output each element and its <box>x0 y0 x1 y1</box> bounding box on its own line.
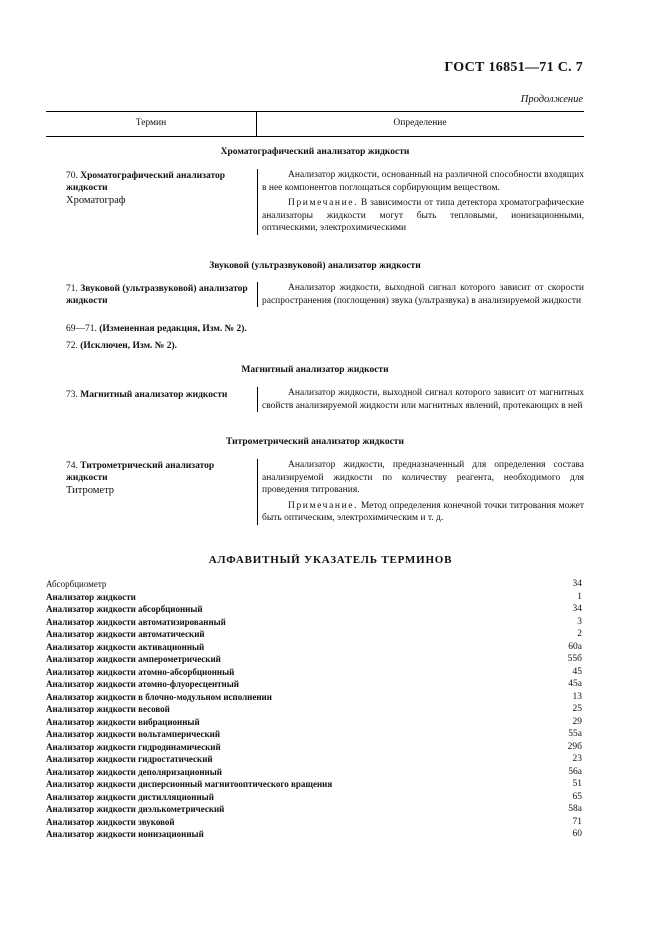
index-term: Анализатор жидкости атомно-флуоресцентный <box>46 679 239 689</box>
index-term: Анализатор жидкости звуковой <box>46 816 175 827</box>
index-entry <box>46 629 582 642</box>
index-page-ref: 34 <box>572 579 582 589</box>
term-synonym: Титрометр <box>66 485 115 496</box>
amendment-text: (Исключен, Изм. № 2). <box>80 341 178 351</box>
index-entry <box>46 792 582 805</box>
term-cell <box>66 389 250 401</box>
amendment-number: 69—71. <box>66 324 97 334</box>
index-term: Абсорбциометр <box>46 579 107 589</box>
index-title: АЛФАВИТНЫЙ УКАЗАТЕЛЬ ТЕРМИНОВ <box>208 554 453 566</box>
index-page-ref: 55а <box>568 729 582 739</box>
section-title: Титрометрический анализатор жидкости <box>226 437 404 447</box>
index-term: Анализатор жидкости вольтамперический <box>46 729 221 739</box>
index-term: Анализатор жидкости гидростатический <box>46 754 213 764</box>
term-cell <box>66 283 250 307</box>
index-term: Анализатор жидкости весовой <box>46 704 170 714</box>
index-page-ref: 29 <box>572 716 582 727</box>
definition-text: Анализатор жидкости, выходной сигнал которого зависит от магнитных свойств анализируемой жидкости или магнитных явлений, протекающих в ней <box>262 388 584 411</box>
index-entry <box>46 617 582 630</box>
index-list <box>46 579 582 842</box>
index-entry <box>46 704 582 717</box>
term-number: 73. <box>66 390 78 400</box>
index-page-ref: 45а <box>568 679 582 689</box>
note-text: Метод определения конечной точки титрования может быть оптическим, электрохимическим и т. д. <box>262 500 584 523</box>
index-entry <box>46 642 582 655</box>
index-term: Анализатор жидкости амперометрический <box>46 654 221 664</box>
term-name: Звуковой (ультразвуковой) анализатор жидкости <box>66 284 248 306</box>
term-synonym: Хроматограф <box>66 195 126 206</box>
index-page-ref: 60а <box>568 641 582 652</box>
table-header-row <box>46 111 584 137</box>
index-term: Анализатор жидкости <box>46 591 136 602</box>
continuation-label: Продолжение <box>520 94 583 105</box>
index-page-ref: 60 <box>572 829 582 839</box>
terms-table <box>46 111 584 523</box>
index-term: Анализатор жидкости атомно-абсорбционный <box>46 666 235 677</box>
index-page-ref: 29б <box>567 741 582 752</box>
definition-text: Анализатор жидкости, выходной сигнал которого зависит от скорости распространения (поглощения) звука (ультразвука) в анализируемой жидкости <box>262 283 584 306</box>
amendment-number: 72. <box>66 341 78 351</box>
index-entry <box>46 717 582 730</box>
index-term: Анализатор жидкости диэлькометрический <box>46 804 225 814</box>
amendment-note <box>66 324 566 334</box>
section-title: Хроматографический анализатор жидкости <box>220 147 410 157</box>
term-name: Магнитный анализатор жидкости <box>80 390 228 400</box>
definition-cell <box>257 282 584 307</box>
term-name: Хроматографический анализатор жидкости <box>66 171 226 193</box>
section-title: Магнитный анализатор жидкости <box>241 365 389 375</box>
index-entry <box>46 729 582 742</box>
index-term: Анализатор жидкости вибрационный <box>46 716 200 727</box>
index-page-ref: 23 <box>572 754 582 764</box>
term-number: 71. <box>66 284 78 294</box>
index-term: Анализатор жидкости деполяризационный <box>46 766 222 777</box>
index-entry <box>46 679 582 692</box>
index-page-ref: 13 <box>572 691 582 702</box>
index-term: Анализатор жидкости автоматизированный <box>46 616 226 627</box>
definition-cell <box>257 387 584 412</box>
index-term: Анализатор жидкости дисперсионный магнитооптического вращения <box>46 779 333 789</box>
term-cell <box>66 170 250 207</box>
column-header-definition: Определение <box>393 118 447 128</box>
index-page-ref: 65 <box>572 791 582 802</box>
definition-text: Анализатор жидкости, предназначенный для определения состава анализируемой жидкости по количеству реагента, необходимого для проведения титрования. <box>262 460 584 495</box>
term-name: Титрометрический анализатор жидкости <box>66 461 215 483</box>
index-entry <box>46 829 582 842</box>
term-number: 70. <box>66 171 78 181</box>
index-page-ref: 71 <box>572 816 582 827</box>
index-entry <box>46 779 582 792</box>
index-term: Анализатор жидкости абсорбционный <box>46 604 203 614</box>
note-label: Примечание. <box>288 198 359 208</box>
amendment-text: (Измененная редакция, Изм. № 2). <box>99 324 247 334</box>
index-page-ref: 1 <box>577 591 582 602</box>
index-entry <box>46 767 582 780</box>
index-page-ref: 25 <box>572 704 582 714</box>
index-entry <box>46 817 582 830</box>
index-entry <box>46 692 582 705</box>
index-page-ref: 34 <box>572 604 582 614</box>
index-page-ref: 45 <box>572 666 582 677</box>
definition-cell <box>257 169 584 235</box>
index-term: Анализатор жидкости автоматический <box>46 629 205 639</box>
term-number: 74. <box>66 461 78 471</box>
index-entry <box>46 742 582 755</box>
definition-note <box>262 500 584 525</box>
index-page-ref: 51 <box>572 779 582 789</box>
index-term: Анализатор жидкости дистилляционный <box>46 791 214 802</box>
section-title: Звуковой (ультразвуковой) анализатор жидкости <box>209 261 421 271</box>
index-term: Анализатор жидкости гидродинамический <box>46 741 221 752</box>
index-entry <box>46 579 582 592</box>
note-text: В зависимости от типа детектора хроматографические анализаторы жидкости могут быть тепловыми, ионизационными, оптическими, электрохимическими <box>262 198 584 233</box>
index-entry <box>46 667 582 680</box>
definition-note <box>262 197 584 235</box>
index-page-ref: 55б <box>567 654 582 664</box>
index-page-ref: 58а <box>568 804 582 814</box>
index-page-ref: 56а <box>568 766 582 777</box>
index-page-ref: 3 <box>577 616 582 627</box>
index-entry <box>46 804 582 817</box>
definition-text: Анализатор жидкости, основанный на различной способности входящих в нее компонентов поглощаться сорбирующим веществом. <box>262 170 584 193</box>
index-term: Анализатор жидкости в блочно-модульном исполнении <box>46 691 272 702</box>
index-entry <box>46 592 582 605</box>
note-label: Примечание. <box>288 500 359 511</box>
term-cell <box>66 460 250 497</box>
page-header: ГОСТ 16851—71 С. 7 <box>444 60 583 75</box>
definition-cell <box>257 459 584 525</box>
amendment-note <box>66 341 566 351</box>
column-header-term: Термин <box>135 118 167 128</box>
index-term: Анализатор жидкости активационный <box>46 641 205 652</box>
index-entry <box>46 654 582 667</box>
index-entry <box>46 604 582 617</box>
index-page-ref: 2 <box>577 629 582 639</box>
index-term: Анализатор жидкости ионизационный <box>46 829 204 839</box>
index-entry <box>46 754 582 767</box>
